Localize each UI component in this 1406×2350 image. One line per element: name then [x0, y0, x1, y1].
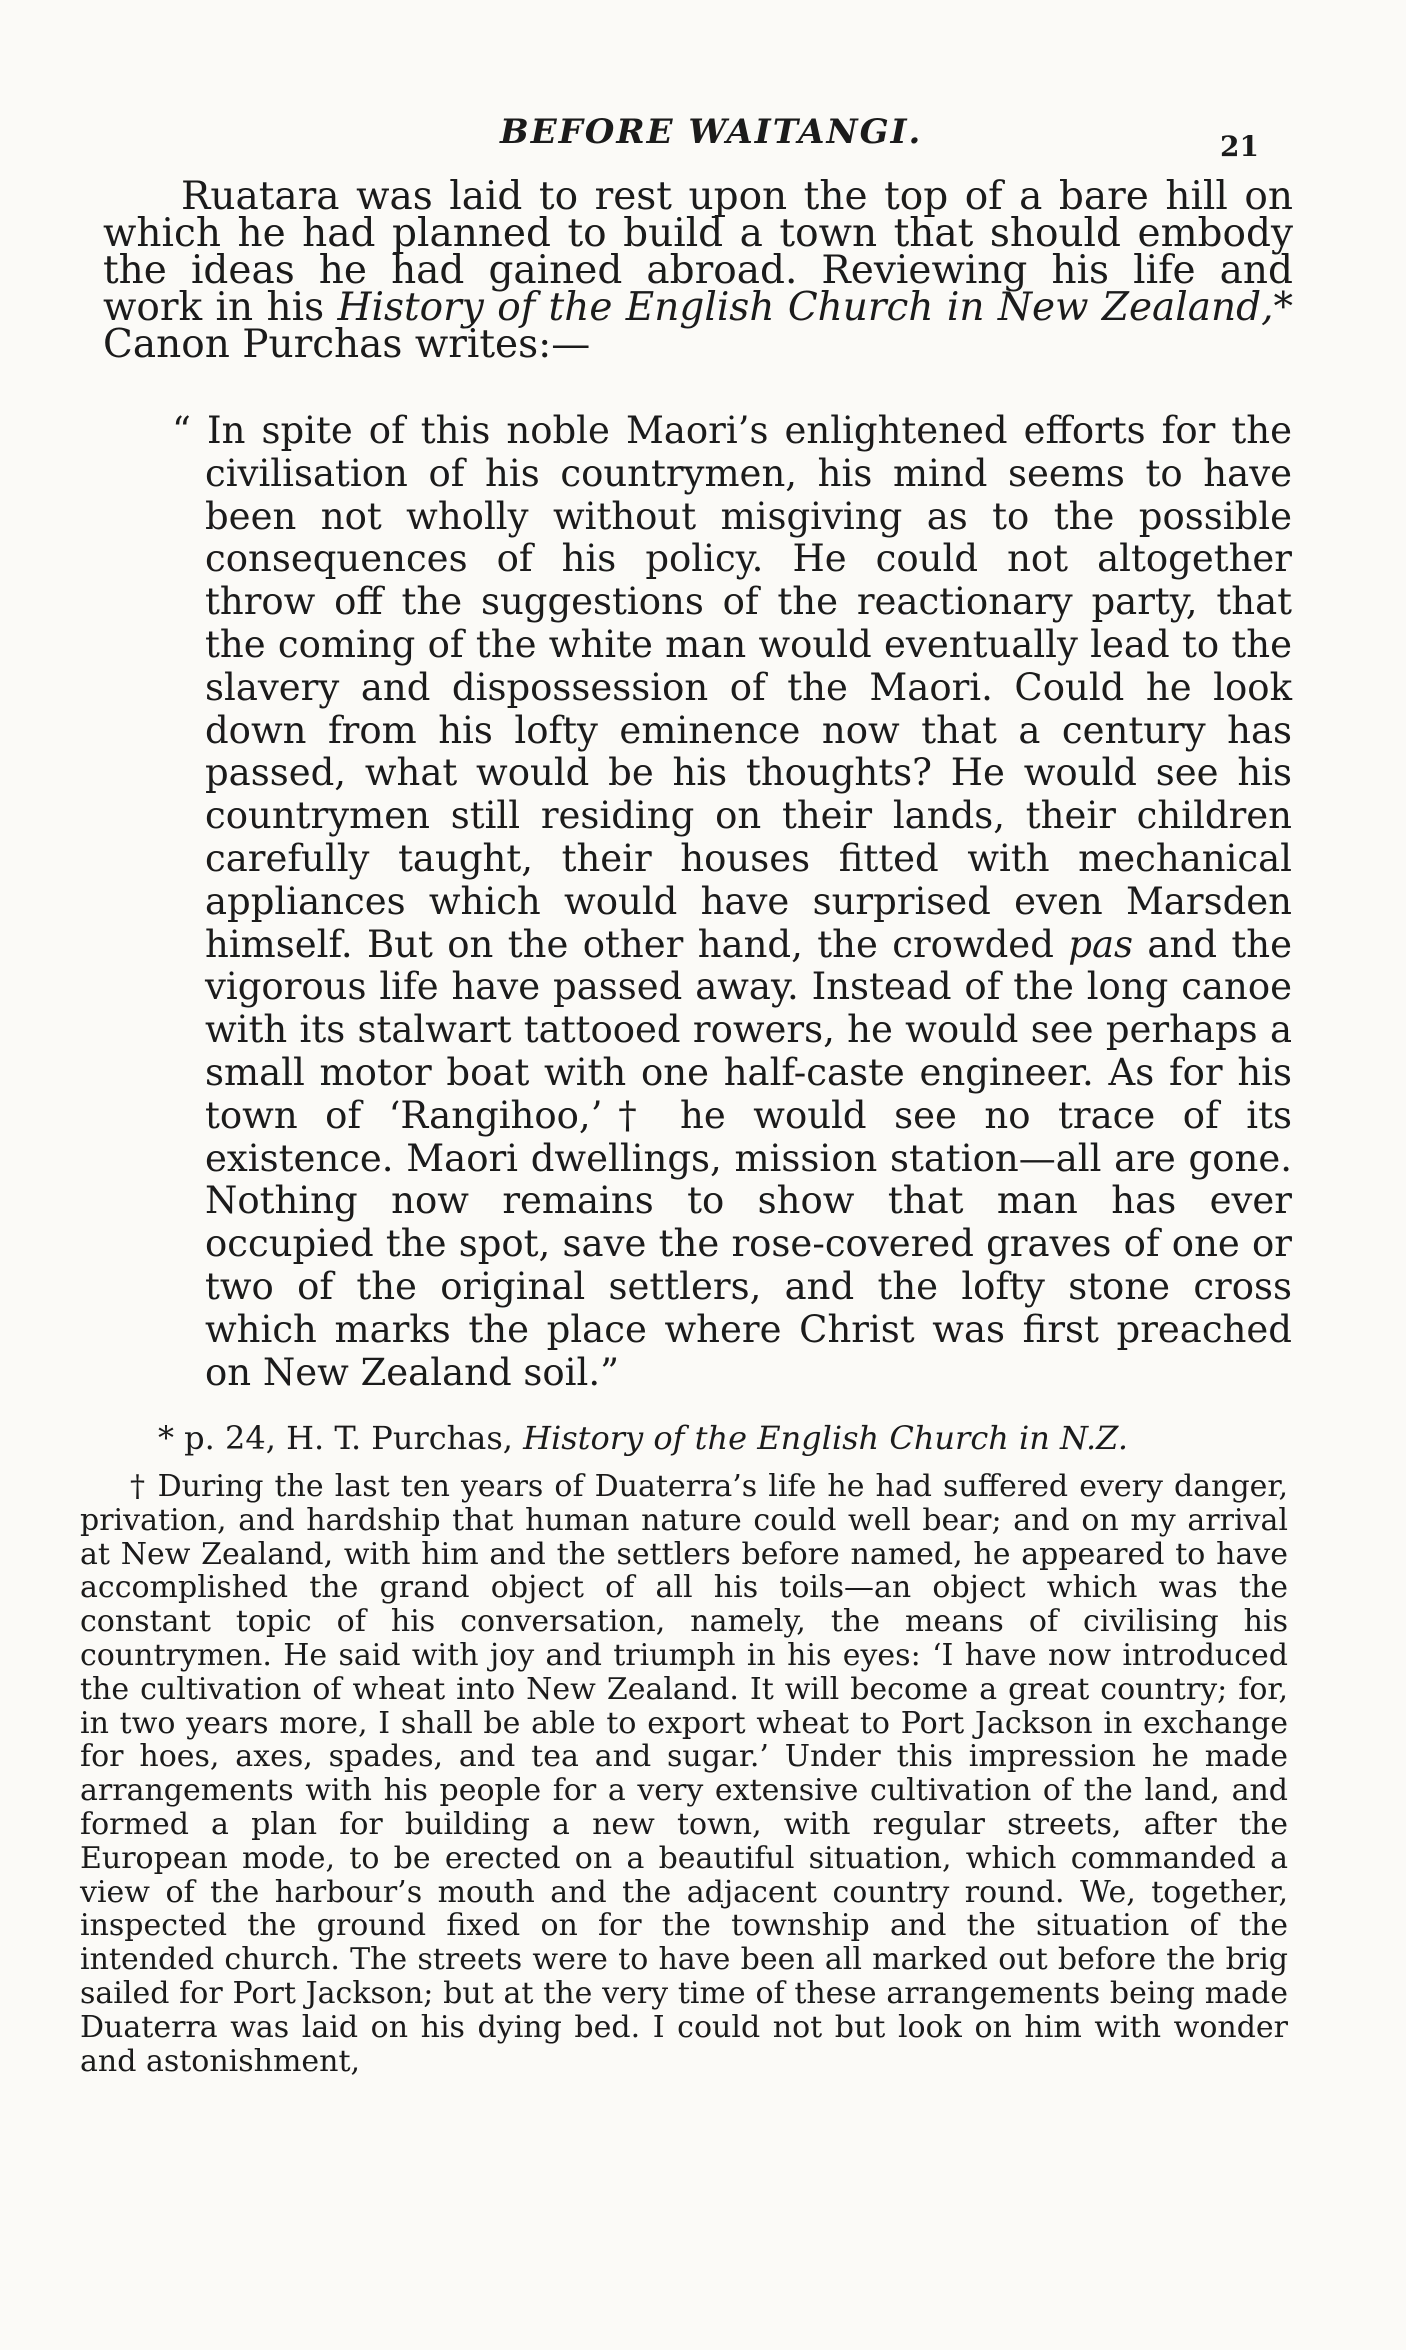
page-number: 21: [1220, 130, 1259, 163]
intro-text-end: * Canon Purchas writes:—: [103, 285, 1293, 367]
intro-text-start: Ruatara was laid to rest upon the top of a bare hill on which he had planned to build a town that should embody the ideas he had gained abroad. Reviewing his life and work in his: [103, 174, 1293, 330]
quote-text-part-1: “ In spite of this noble Maori’s enlightened efforts for the civilisation of his countrymen, his mind seems to have been not wholly without misgiving as to the possible consequences of his policy. He could not altogether throw off the suggestions of the reactionary party, that the coming of the white man would eventually lead to the slavery and dispossession of the Maori. Could he look down from his lofty eminence now that a century has passed, what would be his thoughts? He would see his countrymen still residing on their lands, their children carefully taught, their houses fitted with mechanical appliances which would have surprised even Marsden himself. But on the other hand, the crowded: [172, 409, 1292, 966]
intro-paragraph: [103, 174, 1293, 367]
footnote-quotation: † During the last ten years of Duaterra’s life he had suffered every danger, privation, and hardship that human nature could well bear; and on my arrival at New Zealand, with him and the settlers before named, he appeared to have accomplished the grand object of all his toils—an object which was the constant topic of his conversation, namely, the means of civilising his countrymen. He said with joy and triumph in his eyes: ‘I have now introduced the cultivation of wheat into New Zealand. It will become a great country; for, in two years more, I shall be able to export wheat to Port Jackson in exchange for hoes, axes, spades, and tea and sugar.’ Under this impression he made arrangements with his people for a very extensive cultivation of the land, and formed a plan for building a new town, with regular streets, after the European mode, to be erected on a beautiful situation, which commanded a view of the harbour’s mouth and the adjacent country round. We, together, inspected the ground fixed on for the township and the situation of the intended church. The streets were to have been all marked out before the brig sailed for Port Jackson; but at the very time of these arrangements being made Duaterra was laid on his dying bed. I could not but look on him with wonder and astonishment,: [80, 1469, 1288, 2079]
running-title: BEFORE WAITANGI.: [500, 112, 923, 152]
quote-italic-word: pas: [1068, 922, 1134, 966]
book-title: History of the English Church in New Zealand,: [337, 285, 1274, 330]
footnote-reference: [158, 1418, 1288, 1458]
footnote-reference-title: History of the English Church in N.Z.: [523, 1419, 1129, 1457]
footnote-reference-prefix: * p. 24, H. T. Purchas,: [158, 1419, 524, 1457]
block-quote: [172, 410, 1292, 1394]
running-head: [0, 112, 1406, 163]
quote-text-part-2: and the vigorous life have passed away. Instead of the long canoe with its stalwart tattooed rowers, he would see perhaps a small motor boat with one half-caste engineer. As for his town of ‘Rangihoo,’† he would see no trace of its existence. Maori dwellings, mission station—all are gone. Nothing now remains to show that man has ever occupied the spot, save the rose-covered graves of one or two of the original settlers, and the lofty stone cross which marks the place where Christ was first preached on New Zealand soil.”: [205, 922, 1292, 1394]
